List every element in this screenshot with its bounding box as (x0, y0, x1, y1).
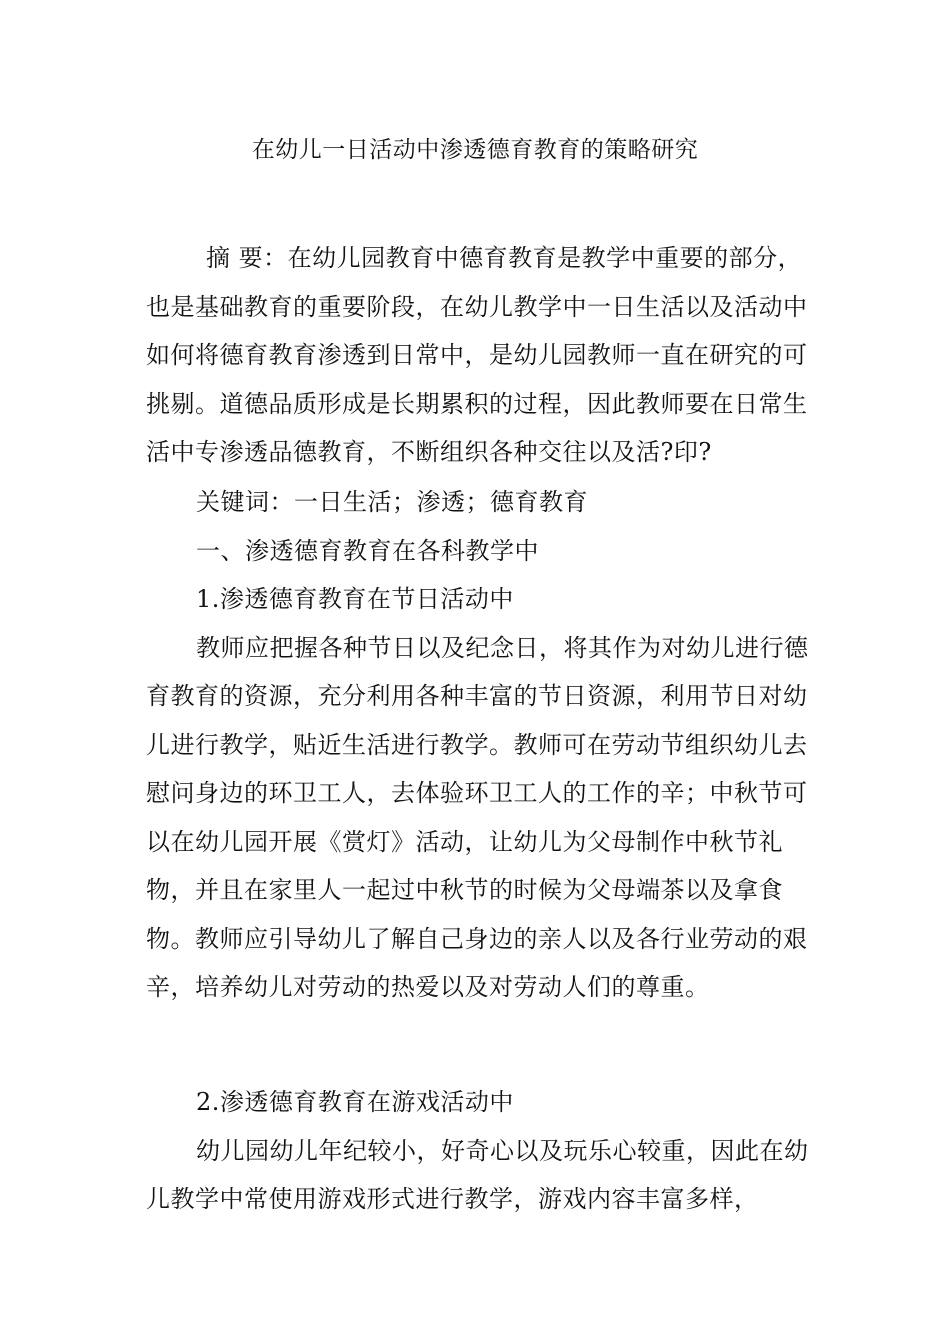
abstract-paragraph (146, 234, 811, 477)
subsection-heading-2: 2.渗透德育教育在游戏活动中 (196, 1088, 514, 1116)
subsection-heading-1: 1.渗透德育教育在节日活动中 (196, 585, 514, 613)
subsection-paragraph-2: 幼儿园幼儿年纪较小，好奇心以及玩乐心较重，因此在幼儿教学中常使用游戏形式进行教学，游戏内容丰富多样， (146, 1136, 809, 1213)
section-block-2 (146, 1078, 811, 1224)
abstract-text: 在幼儿园教育中德育教育是教学中重要的部分，也是基础教育的重要阶段，在幼儿教学中一日生活以及活动中如何将德育教育渗透到日常中，是幼儿园教师一直在研究的可挑剔。道德品质形成是长期累积的过程，因此教师要在日常生活中专渗透品德教育，不断组织各种交往以及活?印? (146, 244, 808, 466)
subsection-paragraph-1: 教师应把握各种节日以及纪念日，将其作为对幼儿进行德育教育的资源，充分利用各种丰富的节日资源，利用节日对幼儿进行教学，贴近生活进行教学。教师可在劳动节组织幼儿去慰问身边的环卫工人，去体验环卫工人的工作的辛；中秋节可以在幼儿园开展《赏灯》活动，让幼儿为父母制作中秋节礼物，并且在家里人一起过中秋节的时候为父母端茶以及拿食物。教师应引导幼儿了解自己身边的亲人以及各行业劳动的艰辛，培养幼儿对劳动的热爱以及对劳动人们的尊重。 (146, 633, 809, 1001)
section-block (146, 478, 811, 1012)
abstract-label: 摘 要： (206, 244, 288, 272)
document-title: 在幼儿一日活动中渗透德育教育的策略研究 (251, 137, 699, 163)
section-heading: 一、渗透德育教育在各科教学中 (196, 536, 539, 565)
keywords-line: 关键词：一日生活；渗透；德育教育 (196, 488, 588, 516)
